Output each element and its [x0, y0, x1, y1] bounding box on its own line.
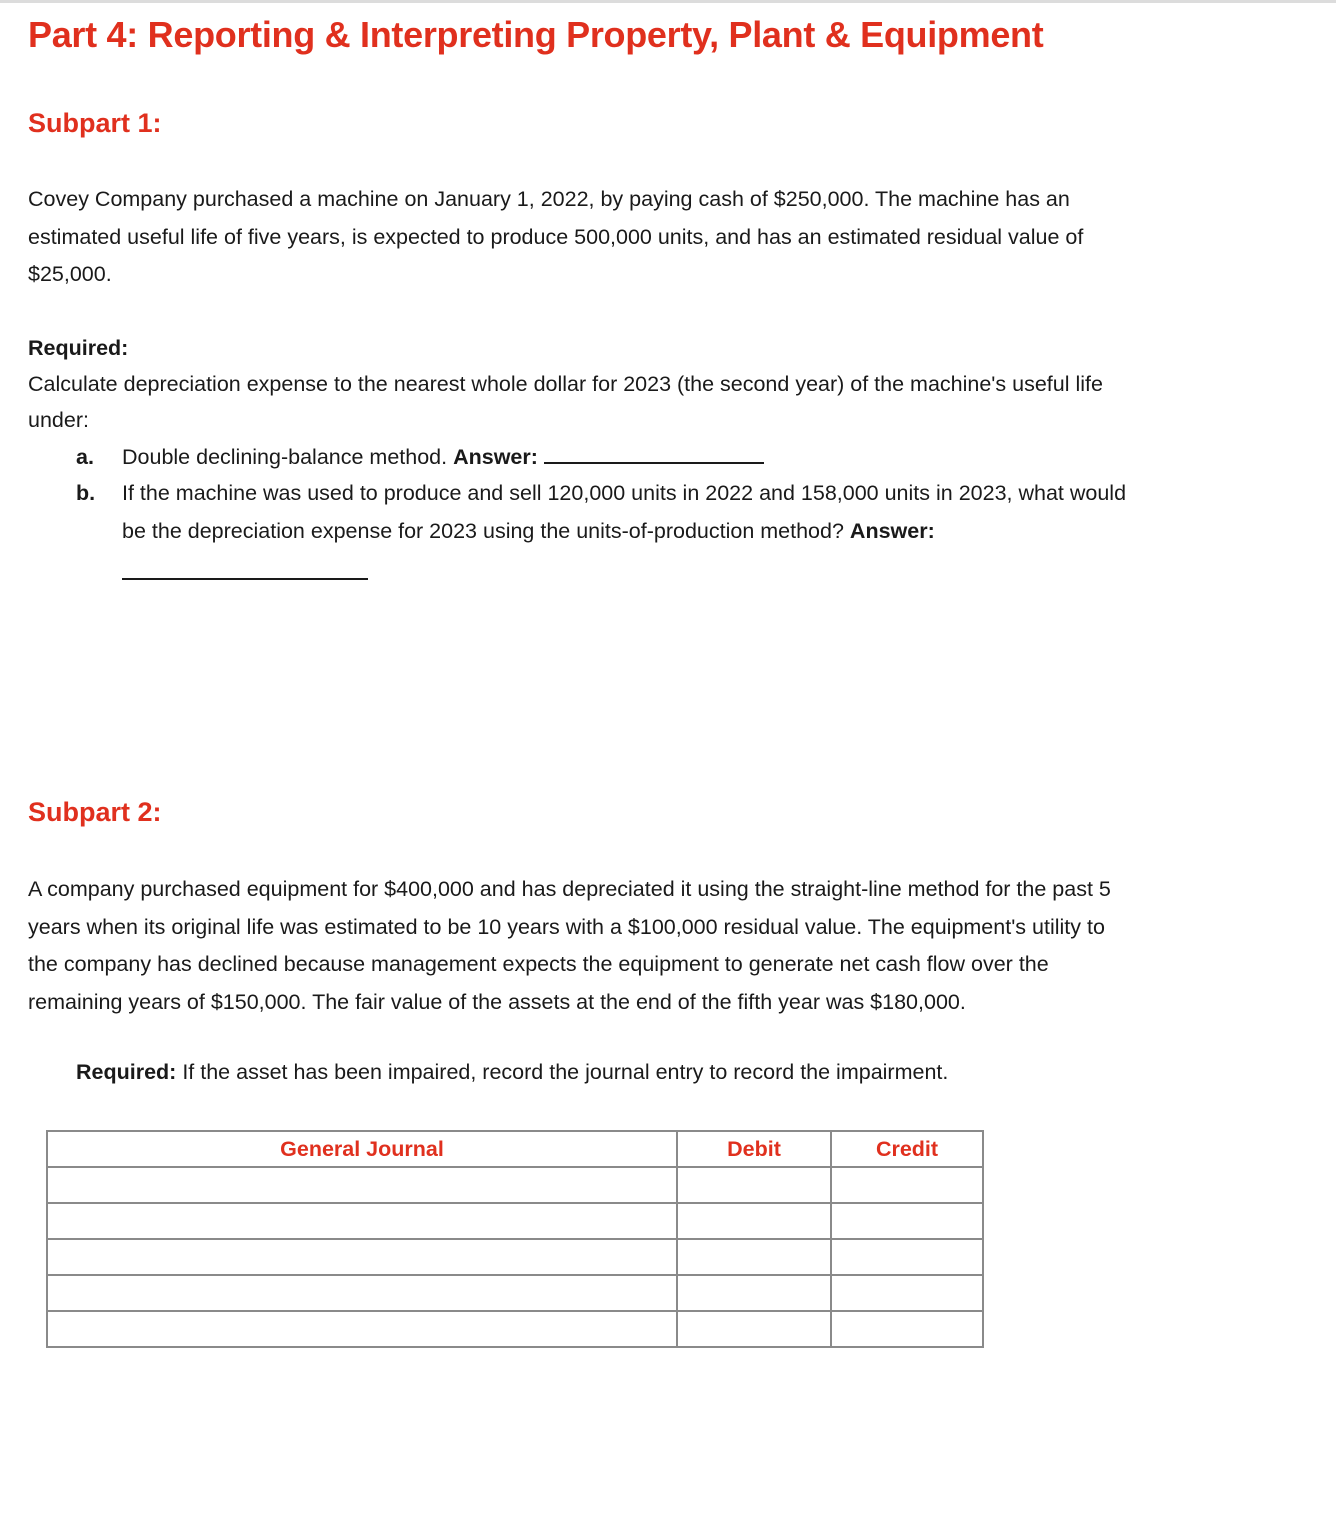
header-debit: Debit: [677, 1131, 831, 1167]
required-label: Required:: [76, 1060, 177, 1084]
problem-line: estimated useful life of five years, is expected to produce 500,000 units, and has an estimated residual value of: [28, 224, 1084, 249]
journal-credit-cell[interactable]: [831, 1311, 983, 1347]
subpart-2-heading: Subpart 2:: [28, 797, 162, 827]
journal-account-cell[interactable]: [47, 1203, 677, 1239]
problem-line: the company has declined because management expects the equipment to generate net cash flow over the: [28, 952, 1049, 976]
journal-credit-cell[interactable]: [831, 1275, 983, 1311]
answer-blank-b[interactable]: [122, 578, 368, 580]
journal-debit-cell[interactable]: [677, 1311, 831, 1347]
journal-row: [47, 1203, 983, 1239]
subpart-1-heading: Subpart 1:: [28, 108, 162, 138]
required-line: under:: [28, 408, 89, 432]
problem-line: remaining years of $150,000. The fair value of the assets at the end of the fifth year was $180,000.: [28, 989, 966, 1014]
required-text: If the asset has been impaired, record the journal entry to record the impairment.: [182, 1060, 949, 1084]
subpart-1-required-label: Required:: [28, 336, 129, 360]
journal-account-cell[interactable]: [47, 1167, 677, 1203]
answer-blank-a[interactable]: [544, 442, 764, 464]
item-body: [122, 475, 1262, 550]
problem-line: A company purchased equipment for $400,000 and has depreciated it using the straight-line method for the past 5: [28, 877, 1111, 901]
general-journal-table: [46, 1130, 984, 1348]
answer-label: Answer:: [453, 445, 538, 469]
journal-debit-cell[interactable]: [677, 1239, 831, 1275]
subpart-1-problem: [28, 181, 1268, 294]
journal-credit-cell[interactable]: [831, 1167, 983, 1203]
journal-row: [47, 1167, 983, 1203]
journal-credit-cell[interactable]: [831, 1239, 983, 1275]
answer-label: Answer:: [849, 518, 935, 543]
problem-line: Covey Company purchased a machine on January 1, 2022, by paying cash of $250,000. The machine has an: [28, 187, 1070, 211]
journal-account-cell[interactable]: [47, 1311, 677, 1347]
item-marker: a.: [76, 445, 94, 469]
header-credit: Credit: [831, 1131, 983, 1167]
page-title: Part 4: Reporting & Interpreting Property, Plant & Equipment: [28, 14, 1044, 55]
subpart-2-problem: [28, 871, 1268, 1021]
item-text-line: If the machine was used to produce and sell 120,000 units in 2022 and 158,000 units in 2023, what would: [122, 481, 1127, 505]
journal-account-cell[interactable]: [47, 1275, 677, 1311]
item-text: Double declining-balance method.: [122, 445, 448, 469]
problem-line: years when its original life was estimated to be 10 years with a $100,000 residual value. The equipment's utility to: [28, 914, 1105, 939]
journal-header-row: [47, 1131, 983, 1167]
journal-debit-cell[interactable]: [677, 1275, 831, 1311]
item-marker: b.: [76, 481, 96, 505]
subpart-1-required-text: [28, 366, 1268, 438]
problem-line: $25,000.: [28, 262, 112, 286]
journal-credit-cell[interactable]: [831, 1203, 983, 1239]
subpart-2-required: [76, 1054, 948, 1090]
journal-debit-cell[interactable]: [677, 1167, 831, 1203]
required-line: Calculate depreciation expense to the nearest whole dollar for 2023 (the second year) of the machine's useful life: [28, 372, 1103, 396]
journal-account-cell[interactable]: [47, 1239, 677, 1275]
item-body: [122, 439, 1262, 477]
journal-row: [47, 1275, 983, 1311]
top-rule: [0, 0, 1336, 3]
journal-row: [47, 1311, 983, 1347]
journal-debit-cell[interactable]: [677, 1203, 831, 1239]
item-text-line: be the depreciation expense for 2023 using the units-of-production method?: [122, 518, 844, 543]
journal-row: [47, 1239, 983, 1275]
header-general-journal: General Journal: [47, 1131, 677, 1167]
